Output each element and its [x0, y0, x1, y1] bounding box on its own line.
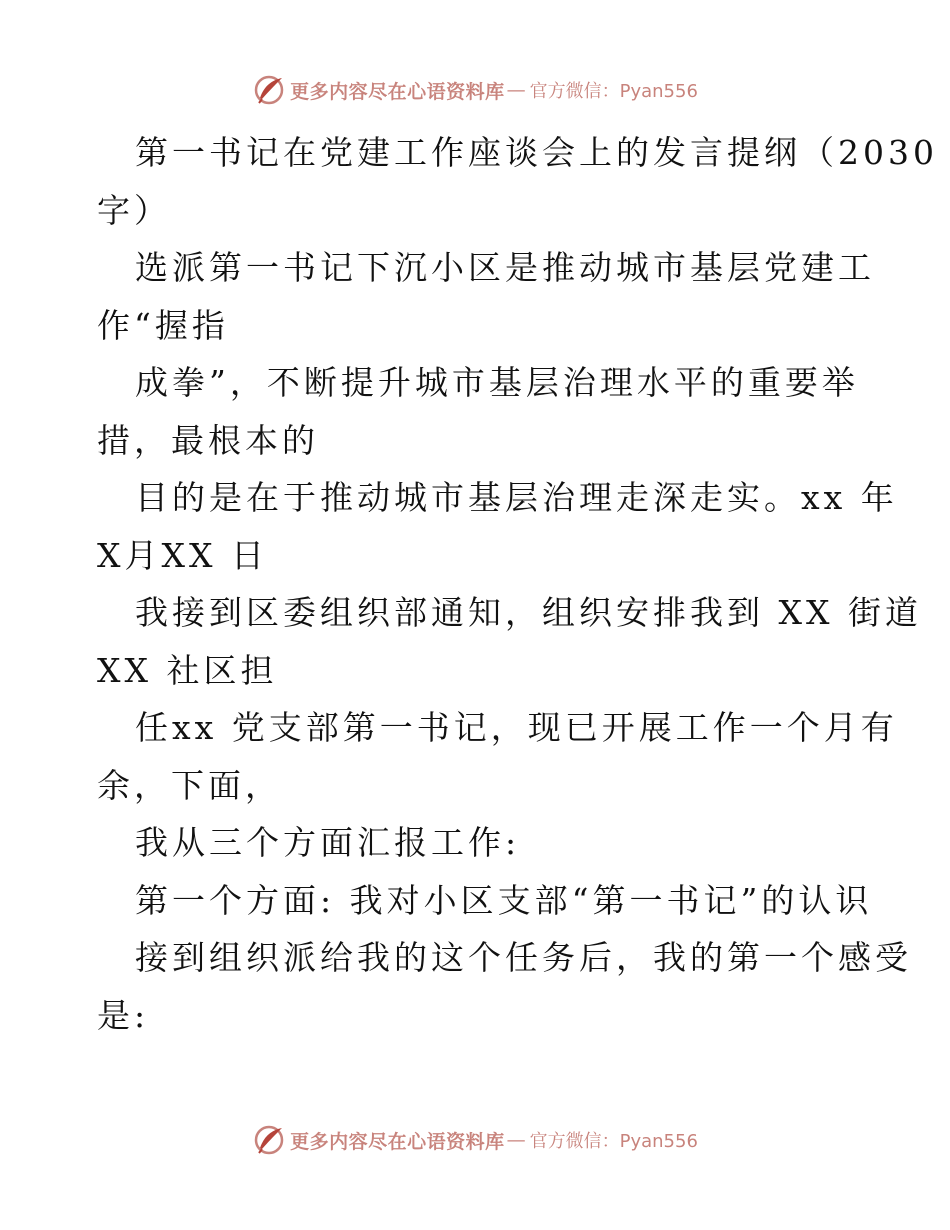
text-line: 我从三个方面汇报工作: [135, 823, 521, 862]
text-line: 目的是在于推动城市基层治理走深走实。xx 年 [135, 478, 898, 517]
pen-logo-icon [252, 72, 288, 108]
text-line: 余，下面， [97, 765, 282, 805]
text-line: 接到组织派给我的这个任务后，我的第一个感受 [135, 938, 912, 977]
text-line: 作“握指 [97, 305, 229, 345]
banner-brand-text: 更多内容尽在心语资料库 [290, 1130, 505, 1153]
text-line: 选派第一书记下沉小区是推动城市基层党建工 [135, 248, 875, 287]
text-line: 措，最根本的 [97, 420, 319, 460]
text-line: 任xx 党支部第一书记，现已开展工作一个月有 [135, 708, 898, 747]
banner-dash: — [506, 1129, 526, 1151]
header-banner [0, 70, 950, 110]
text-line: 字） [97, 190, 171, 230]
text-line: 第一个方面: 我对小区支部“第一书记”的认识 [135, 880, 873, 920]
banner-wechat-text: 官方微信：Pyan556 [529, 81, 698, 102]
text-line: 我接到区委组织部通知，组织安排我到 XX 街道 [135, 593, 922, 632]
text-line: X月XX 日 [97, 535, 268, 575]
banner-wechat-text: 官方微信：Pyan556 [529, 1131, 698, 1152]
banner-dash: — [506, 79, 526, 101]
text-line: 成拳”，不断提升城市基层治理水平的重要举 [135, 363, 859, 402]
footer-banner [0, 1120, 950, 1160]
document-title: 第一书记在党建工作座谈会上的发言提纲（2030 [135, 133, 938, 172]
banner-brand-text: 更多内容尽在心语资料库 [290, 80, 505, 103]
pen-logo-icon [252, 1122, 288, 1158]
text-line: XX 社区担 [97, 650, 278, 690]
document-body [97, 124, 938, 1044]
text-line: 是: [97, 995, 150, 1035]
